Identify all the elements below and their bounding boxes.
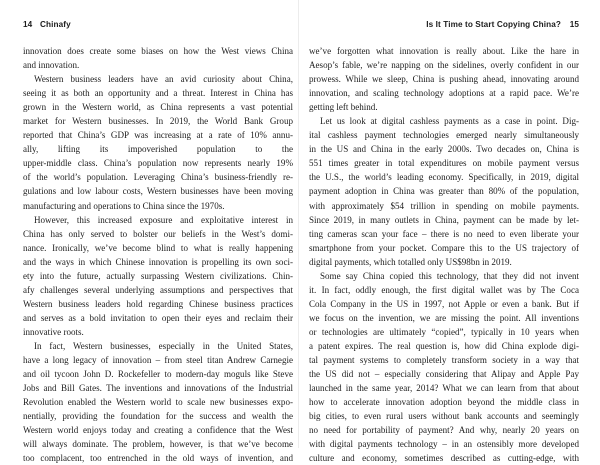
text-line: In fact, Western businesses, especially in the United States, xyxy=(34,340,293,351)
text-line: digital payments, which totalled only US$98bn in 2019. xyxy=(309,256,512,267)
text-line: big cities, to even rural users without bank accounts and seemingly xyxy=(309,411,579,422)
text-line: it. In fact, oddly enough, the first digital wallet was by The Coca xyxy=(309,284,579,295)
text-line: no need for portability of payment? And why, nearly 20 years on xyxy=(309,425,579,436)
text-line: Cola Company in the US in 1997, not Apple or even a bank. But if xyxy=(309,298,579,309)
text-line: with approximately $54 trillion in spending on mobile payments. xyxy=(309,200,579,211)
right-page xyxy=(309,0,579,464)
left-running-header xyxy=(23,20,293,32)
text-line: Some say China copied this technology, that they did not invent xyxy=(320,270,579,281)
text-line: innovation does create some biases on how the West views China xyxy=(23,46,293,56)
text-line: gulations and low labour costs, Western businesses have been moving xyxy=(23,186,293,197)
text-line: the U.S., the world’s leading economy. Specifically, in 2019, digital xyxy=(309,172,579,183)
text-line: how to accelerate innovation adoption beyond the middle class in xyxy=(309,397,579,408)
text-line: ting cameras scan your face – there is no need to even liberate your xyxy=(309,228,579,239)
text-line: smartphone from your pocket. Compare this to the US trajectory of xyxy=(309,242,579,253)
text-line: will always dominate. The problem, however, is that we’ve become xyxy=(23,439,293,450)
text-line: and oil tycoon John D. Rockefeller to modern-day moguls like Steve xyxy=(23,369,293,380)
text-line: we’ve forgotten what innovation is really about. Like the hare in xyxy=(309,46,579,56)
text-line: in the US and China in the early 2000s. Two decades on, China is xyxy=(309,144,579,155)
text-line: innovative roots. xyxy=(23,326,84,337)
text-line: the US did not – especially considering that Alipay and Apple Pay xyxy=(309,369,579,380)
left-page xyxy=(23,0,293,464)
text-line: afy challenges several underlying assumptions and perspectives that xyxy=(23,284,293,295)
text-line: 551 times greater in total expenditures on mobile payment versus xyxy=(309,158,579,169)
text-line: a patent expires. The real question is, how did China explode digi- xyxy=(309,340,579,351)
text-line: nentially, providing the foundation for the success and wealth the xyxy=(23,411,293,422)
left-book-title: Chinafy xyxy=(40,20,71,29)
text-line: payment adoption in China was greater than 80% of the population, xyxy=(309,186,579,197)
text-line: tal payment systems to completely transform society in a way that xyxy=(309,355,579,366)
text-line: and serves as a bold invitation to open their eyes and reclaim their xyxy=(23,312,293,323)
text-line: culture and economy, sometimes described as cutting-edge, with xyxy=(309,453,579,464)
right-page-number: 15 xyxy=(569,20,579,29)
left-page-number: 14 xyxy=(23,20,33,29)
text-line: market for Western businesses. In 2019, the World Bank Group xyxy=(23,116,293,127)
text-line: launched in the same year, 2014? What we can learn from that about xyxy=(309,383,579,394)
text-line: and innovation. xyxy=(23,60,80,71)
text-line: grown in the Western world, as China represents a vast potential xyxy=(23,102,293,113)
text-line: prowess. While we sleep, China is pushing ahead, innovating around xyxy=(309,74,579,85)
text-line: and the ways in which Chinese innovation is propelling its own soci- xyxy=(23,256,293,267)
right-page-body xyxy=(309,44,579,465)
text-line: seeing it as both an opportunity and a threat. Interest in China has xyxy=(23,88,293,99)
text-line: too complacent, too entrenched in the old ways of invention, and xyxy=(23,453,293,464)
text-line: ital cashless payment technologies emerged nearly simultaneously xyxy=(309,130,579,141)
text-line: have a long legacy of innovation – from steel titan Andrew Carnegie xyxy=(23,355,293,366)
text-line: getting left behind. xyxy=(309,102,378,113)
text-line: of the world’s population. Leveraging China’s business-friendly re- xyxy=(23,172,293,183)
text-line: Western business leaders have an avid curiosity about China, xyxy=(34,74,293,85)
text-line: Revolution enabled the Western world to scale new businesses expo- xyxy=(23,397,293,408)
text-line: Since 2019, in many outlets in China, payment can be made by let- xyxy=(309,214,579,225)
text-line: with digital payments technology – in an ostensibly more developed xyxy=(309,439,579,450)
text-line: However, this increased exposure and exploitative interest in xyxy=(34,214,293,225)
page-gutter xyxy=(298,0,299,448)
text-line: ety into the future, actually surpassing Western civilizations. Chin- xyxy=(23,270,293,281)
text-line: ally, lifting its impoverished population to the xyxy=(23,144,293,155)
text-line: nance. Ironically, we’ve become blind to what is really happening xyxy=(23,242,293,253)
text-line: China has only served to bolster our beliefs in the West’s domi- xyxy=(23,228,293,239)
text-line: Western world enjoys today and creating a confidence that the West xyxy=(23,425,293,436)
text-line: innovation, and scaling technology adoptions at a rapid pace. We’re xyxy=(309,88,579,99)
text-line: we focus on the invention, we are missing the point. All inventions xyxy=(309,312,579,323)
text-line: upper-middle class. China’s population now represents nearly 19% xyxy=(23,158,293,169)
right-running-header xyxy=(309,20,579,32)
text-line: manufacturing and operations to China since the 1970s. xyxy=(23,200,225,211)
text-line: Western business leaders hold regarding Chinese business practices xyxy=(23,298,293,309)
text-line: reported that China’s GDP was increasing at a rate of 10% annu- xyxy=(23,130,293,141)
left-page-body xyxy=(23,44,293,465)
text-line: Jobs and Bill Gates. The inventions and innovations of the Industrial xyxy=(23,383,293,394)
text-line: Let us look at digital cashless payments as a case in point. Dig- xyxy=(320,116,579,127)
text-line: Aesop’s fable, we’re napping on the sidelines, overly confident in our xyxy=(309,60,579,71)
right-chapter-title: Is It Time to Start Copying China? xyxy=(426,20,561,29)
text-line: or technologies are ultimately “copied”, typically in 10 years when xyxy=(309,326,579,337)
